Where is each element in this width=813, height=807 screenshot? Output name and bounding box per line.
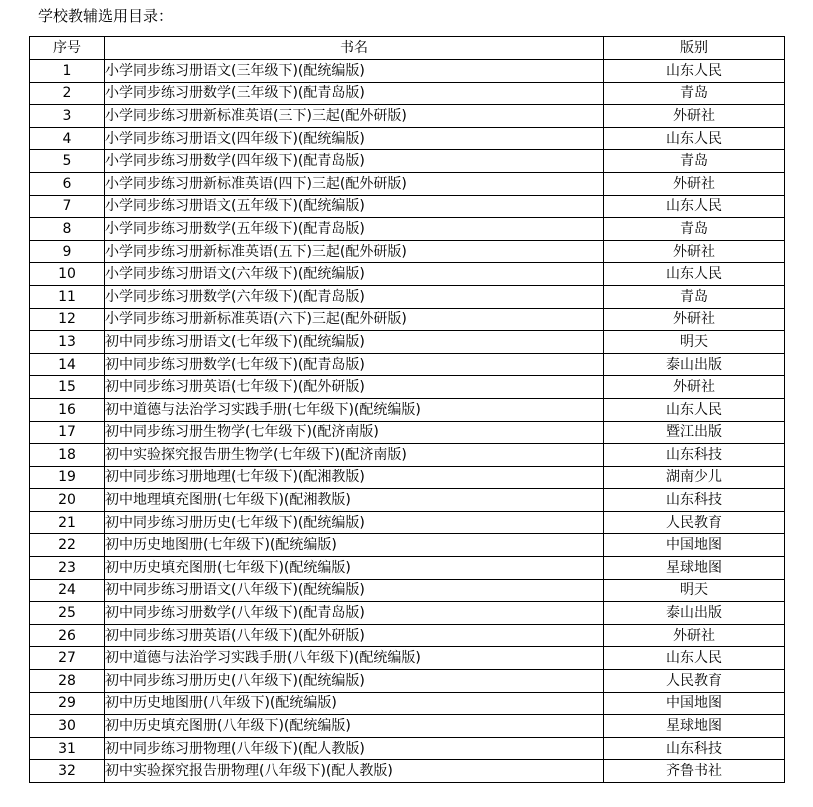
book-name-cell: 小学同步练习册新标准英语(四下)三起(配外研版): [105, 172, 604, 195]
book-name-cell: 初中历史地图册(八年级下)(配统编版): [105, 692, 604, 715]
table-row: [30, 172, 785, 195]
book-name-cell: 小学同步练习册语文(四年级下)(配统编版): [105, 127, 604, 150]
table-row: [30, 331, 785, 354]
seq-cell: 21: [30, 511, 105, 534]
table-row: [30, 285, 785, 308]
book-name-cell: 初中历史填充图册(七年级下)(配统编版): [105, 557, 604, 580]
publisher-cell: 湖南少儿: [604, 466, 785, 489]
table-row: [30, 534, 785, 557]
seq-cell: 7: [30, 195, 105, 218]
table-row: [30, 263, 785, 286]
table-row: [30, 105, 785, 128]
book-catalog-table: [29, 36, 785, 783]
publisher-cell: 泰山出版: [604, 353, 785, 376]
book-name-cell: 初中同步练习册历史(八年级下)(配统编版): [105, 670, 604, 693]
table-row: [30, 489, 785, 512]
publisher-cell: 山东科技: [604, 444, 785, 467]
seq-cell: 9: [30, 240, 105, 263]
publisher-cell: 星球地图: [604, 557, 785, 580]
book-name-cell: 初中道德与法治学习实践手册(七年级下)(配统编版): [105, 398, 604, 421]
book-name-cell: 初中地理填充图册(七年级下)(配湘教版): [105, 489, 604, 512]
table-row: [30, 511, 785, 534]
book-name-cell: 小学同步练习册语文(五年级下)(配统编版): [105, 195, 604, 218]
publisher-cell: 山东人民: [604, 263, 785, 286]
seq-cell: 30: [30, 715, 105, 738]
publisher-cell: 山东人民: [604, 195, 785, 218]
publisher-cell: 中国地图: [604, 534, 785, 557]
seq-cell: 3: [30, 105, 105, 128]
table-row: [30, 240, 785, 263]
book-name-cell: 小学同步练习册数学(四年级下)(配青岛版): [105, 150, 604, 173]
publisher-cell: 山东人民: [604, 398, 785, 421]
table-row: [30, 82, 785, 105]
table-row: [30, 466, 785, 489]
seq-cell: 4: [30, 127, 105, 150]
table-row: [30, 579, 785, 602]
seq-cell: 10: [30, 263, 105, 286]
seq-cell: 29: [30, 692, 105, 715]
table-row: [30, 195, 785, 218]
seq-cell: 8: [30, 218, 105, 241]
seq-cell: 15: [30, 376, 105, 399]
book-name-cell: 初中实验探究报告册生物学(七年级下)(配济南版): [105, 444, 604, 467]
seq-cell: 12: [30, 308, 105, 331]
header-book-name: 书名: [105, 37, 604, 60]
publisher-cell: 山东人民: [604, 60, 785, 83]
book-name-cell: 小学同步练习册语文(三年级下)(配统编版): [105, 60, 604, 83]
table-row: [30, 353, 785, 376]
publisher-cell: 山东人民: [604, 647, 785, 670]
table-row: [30, 602, 785, 625]
table-row: [30, 60, 785, 83]
table-row: [30, 127, 785, 150]
book-name-cell: 初中历史填充图册(八年级下)(配统编版): [105, 715, 604, 738]
publisher-cell: 外研社: [604, 240, 785, 263]
seq-cell: 2: [30, 82, 105, 105]
publisher-cell: 外研社: [604, 308, 785, 331]
seq-cell: 18: [30, 444, 105, 467]
table-row: [30, 670, 785, 693]
book-name-cell: 初中同步练习册地理(七年级下)(配湘教版): [105, 466, 604, 489]
book-name-cell: 初中同步练习册历史(七年级下)(配统编版): [105, 511, 604, 534]
publisher-cell: 山东人民: [604, 127, 785, 150]
seq-cell: 25: [30, 602, 105, 625]
book-name-cell: 初中同步练习册物理(八年级下)(配人教版): [105, 737, 604, 760]
book-name-cell: 初中实验探究报告册物理(八年级下)(配人教版): [105, 760, 604, 783]
publisher-cell: 明天: [604, 331, 785, 354]
book-name-cell: 初中同步练习册语文(七年级下)(配统编版): [105, 331, 604, 354]
book-name-cell: 初中同步练习册数学(七年级下)(配青岛版): [105, 353, 604, 376]
table-row: [30, 376, 785, 399]
book-name-cell: 小学同步练习册新标准英语(六下)三起(配外研版): [105, 308, 604, 331]
book-name-cell: 初中同步练习册语文(八年级下)(配统编版): [105, 579, 604, 602]
book-name-cell: 初中道德与法治学习实践手册(八年级下)(配统编版): [105, 647, 604, 670]
seq-cell: 23: [30, 557, 105, 580]
seq-cell: 27: [30, 647, 105, 670]
publisher-cell: 青岛: [604, 285, 785, 308]
seq-cell: 5: [30, 150, 105, 173]
table-row: [30, 692, 785, 715]
book-name-cell: 小学同步练习册语文(六年级下)(配统编版): [105, 263, 604, 286]
seq-cell: 1: [30, 60, 105, 83]
publisher-cell: 青岛: [604, 150, 785, 173]
seq-cell: 26: [30, 624, 105, 647]
table-row: [30, 421, 785, 444]
seq-cell: 6: [30, 172, 105, 195]
table-row: [30, 308, 785, 331]
table-header-row: [30, 37, 785, 60]
table-row: [30, 398, 785, 421]
seq-cell: 19: [30, 466, 105, 489]
book-name-cell: 小学同步练习册数学(六年级下)(配青岛版): [105, 285, 604, 308]
book-name-cell: 初中同步练习册英语(八年级下)(配外研版): [105, 624, 604, 647]
publisher-cell: 人民教育: [604, 670, 785, 693]
table-row: [30, 218, 785, 241]
header-seq: 序号: [30, 37, 105, 60]
publisher-cell: 齐鲁书社: [604, 760, 785, 783]
publisher-cell: 青岛: [604, 82, 785, 105]
book-name-cell: 小学同步练习册数学(五年级下)(配青岛版): [105, 218, 604, 241]
publisher-cell: 中国地图: [604, 692, 785, 715]
table-row: [30, 760, 785, 783]
table-body: [30, 60, 785, 783]
table-row: [30, 737, 785, 760]
publisher-cell: 山东科技: [604, 489, 785, 512]
publisher-cell: 明天: [604, 579, 785, 602]
book-name-cell: 小学同步练习册数学(三年级下)(配青岛版): [105, 82, 604, 105]
seq-cell: 11: [30, 285, 105, 308]
seq-cell: 16: [30, 398, 105, 421]
table-row: [30, 624, 785, 647]
book-name-cell: 小学同步练习册新标准英语(五下)三起(配外研版): [105, 240, 604, 263]
table-row: [30, 715, 785, 738]
book-name-cell: 初中同步练习册数学(八年级下)(配青岛版): [105, 602, 604, 625]
publisher-cell: 星球地图: [604, 715, 785, 738]
publisher-cell: 暨江出版: [604, 421, 785, 444]
header-publisher: 版别: [604, 37, 785, 60]
publisher-cell: 外研社: [604, 376, 785, 399]
seq-cell: 22: [30, 534, 105, 557]
page-title: 学校教辅选用目录：: [38, 7, 174, 25]
table-row: [30, 444, 785, 467]
publisher-cell: 山东科技: [604, 737, 785, 760]
publisher-cell: 人民教育: [604, 511, 785, 534]
seq-cell: 13: [30, 331, 105, 354]
seq-cell: 24: [30, 579, 105, 602]
table-row: [30, 557, 785, 580]
publisher-cell: 外研社: [604, 105, 785, 128]
seq-cell: 28: [30, 670, 105, 693]
book-name-cell: 小学同步练习册新标准英语(三下)三起(配外研版): [105, 105, 604, 128]
publisher-cell: 青岛: [604, 218, 785, 241]
book-name-cell: 初中同步练习册英语(七年级下)(配外研版): [105, 376, 604, 399]
seq-cell: 14: [30, 353, 105, 376]
seq-cell: 31: [30, 737, 105, 760]
table-row: [30, 150, 785, 173]
seq-cell: 32: [30, 760, 105, 783]
seq-cell: 17: [30, 421, 105, 444]
publisher-cell: 外研社: [604, 172, 785, 195]
publisher-cell: 外研社: [604, 624, 785, 647]
book-name-cell: 初中同步练习册生物学(七年级下)(配济南版): [105, 421, 604, 444]
publisher-cell: 泰山出版: [604, 602, 785, 625]
table-row: [30, 647, 785, 670]
seq-cell: 20: [30, 489, 105, 512]
book-name-cell: 初中历史地图册(七年级下)(配统编版): [105, 534, 604, 557]
